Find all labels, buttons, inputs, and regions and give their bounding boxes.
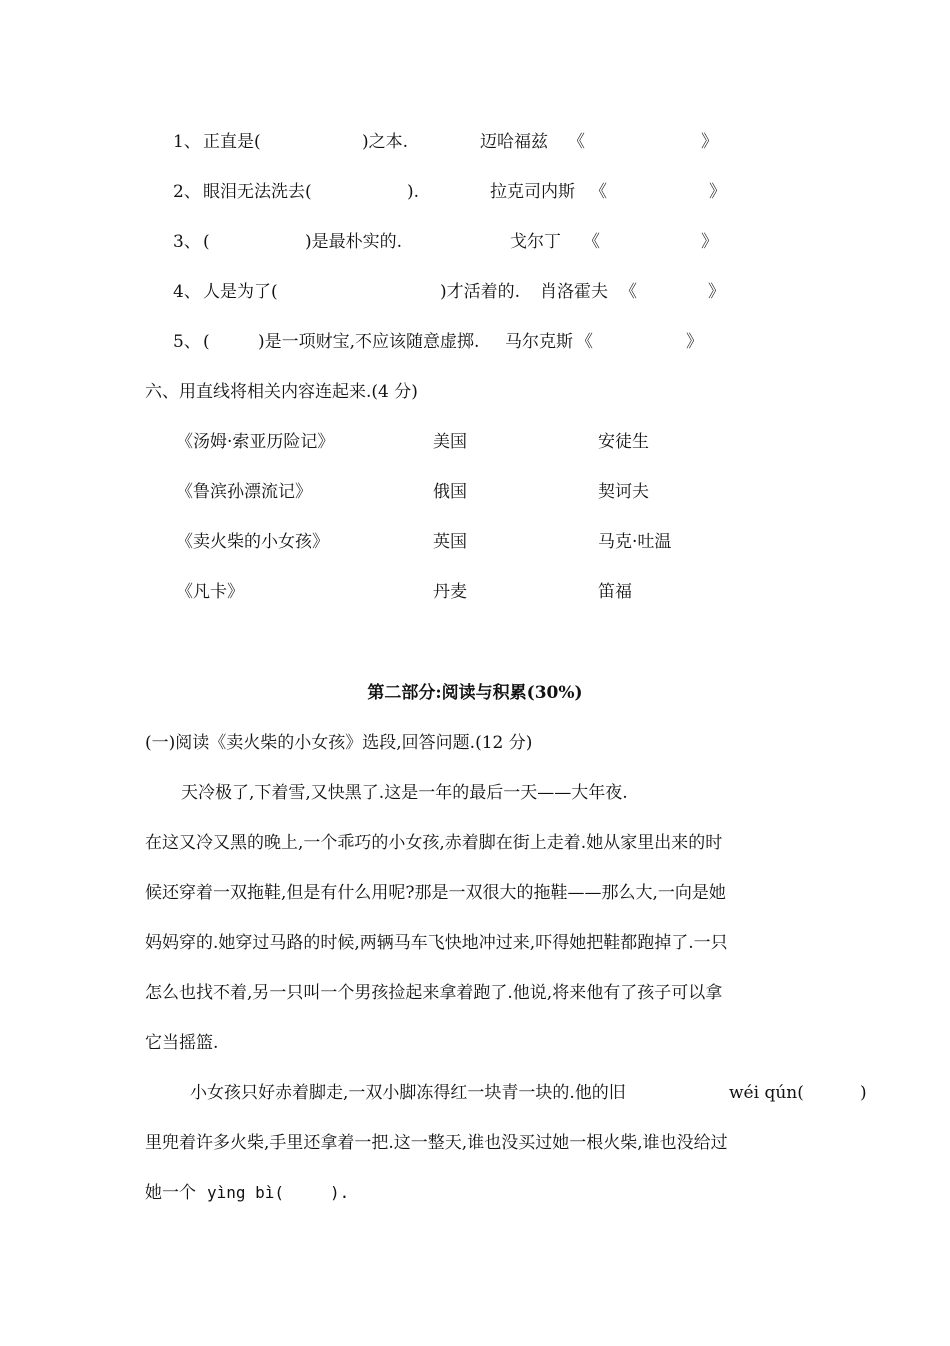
book-close: 》 bbox=[686, 332, 703, 352]
match-country: 英国 bbox=[433, 532, 467, 552]
para1-line: 候还穿着一双拖鞋,但是有什么用呢?那是一双很大的拖鞋——那么大,一向是她 bbox=[145, 883, 726, 903]
para1-line: 妈妈穿的.她穿过马路的时候,两辆马车飞快地冲过来,吓得她把鞋都跑掉了.一只 bbox=[145, 933, 728, 953]
quote-author: 戈尔丁 bbox=[510, 232, 561, 252]
match-country: 俄国 bbox=[433, 482, 467, 502]
match-country: 丹麦 bbox=[433, 582, 467, 602]
quote-close: )是一项财宝,不应该随意虚掷. bbox=[258, 332, 480, 352]
quote-close: )才活着的. bbox=[440, 282, 521, 302]
quote-number: 5、 bbox=[173, 332, 201, 352]
pinyin-blank-2-close: ). bbox=[330, 1183, 350, 1202]
book-close: 》 bbox=[709, 182, 726, 202]
match-author: 契诃夫 bbox=[598, 482, 649, 502]
quote-text: 人是为了( bbox=[203, 282, 278, 302]
match-book: 《汤姆·索亚历险记》 bbox=[176, 432, 335, 452]
match-book: 《鲁滨孙漂流记》 bbox=[176, 482, 312, 502]
match-country: 美国 bbox=[433, 432, 467, 452]
match-book: 《凡卡》 bbox=[176, 582, 244, 602]
reading-subheading: (一)阅读《卖火柴的小女孩》选段,回答问题.(12 分) bbox=[145, 733, 533, 753]
quote-number: 1、 bbox=[173, 132, 201, 152]
quote-number: 4、 bbox=[173, 282, 201, 302]
quote-close: ). bbox=[407, 182, 420, 202]
pinyin-blank-2: yìng bì( bbox=[207, 1183, 285, 1202]
para1-line: 怎么也找不着,另一只叫一个男孩捡起来拿着跑了.他说,将来他有了孩子可以拿 bbox=[145, 983, 723, 1003]
book-close: 》 bbox=[701, 132, 718, 152]
para1-line: 它当摇篮. bbox=[145, 1033, 219, 1053]
quote-author: 马尔克斯 bbox=[505, 332, 573, 352]
para2-line: 里兜着许多火柴,手里还拿着一把.这一整天,谁也没买过她一根火柴,谁也没给过 bbox=[145, 1133, 728, 1153]
match-author: 安徒生 bbox=[598, 432, 649, 452]
para1-line: 在这又冷又黑的晚上,一个乖巧的小女孩,赤着脚在街上走着.她从家里出来的时 bbox=[145, 833, 723, 853]
pinyin-blank-1-close: ) bbox=[860, 1083, 867, 1103]
book-open: 《 bbox=[583, 232, 600, 252]
match-author: 笛福 bbox=[598, 582, 632, 602]
quote-text: ( bbox=[203, 332, 210, 352]
book-open: 《 bbox=[568, 132, 585, 152]
quote-author: 拉克司内斯 bbox=[490, 182, 575, 202]
book-close: 》 bbox=[701, 232, 718, 252]
part2-title: 第二部分:阅读与积累(30%) bbox=[367, 683, 583, 703]
quote-number: 2、 bbox=[173, 182, 201, 202]
quote-text: 眼泪无法洗去( bbox=[203, 182, 312, 202]
book-close: 》 bbox=[708, 282, 725, 302]
quote-text: 正直是( bbox=[203, 132, 261, 152]
quote-number: 3、 bbox=[173, 232, 201, 252]
quote-author: 肖洛霍夫 bbox=[540, 282, 608, 302]
quote-author: 迈哈福兹 bbox=[480, 132, 548, 152]
para2-last-text: 她一个 bbox=[145, 1183, 196, 1203]
book-open: 《 bbox=[620, 282, 637, 302]
pinyin-blank-1: wéi qún( bbox=[729, 1083, 804, 1103]
para1-first-line: 天冷极了,下着雪,又快黑了.这是一年的最后一天——大年夜. bbox=[181, 783, 628, 803]
book-open: 《 bbox=[590, 182, 607, 202]
match-author: 马克·吐温 bbox=[598, 532, 672, 552]
section6-heading: 六、用直线将相关内容连起来.(4 分) bbox=[145, 382, 418, 402]
book-open: 《 bbox=[576, 332, 593, 352]
quote-close: )是最朴实的. bbox=[305, 232, 403, 252]
quote-close: )之本. bbox=[362, 132, 409, 152]
para2-text: 小女孩只好赤着脚走,一双小脚冻得红一块青一块的.他的旧 bbox=[190, 1083, 626, 1103]
match-book: 《卖火柴的小女孩》 bbox=[176, 532, 329, 552]
quote-text: ( bbox=[203, 232, 210, 252]
